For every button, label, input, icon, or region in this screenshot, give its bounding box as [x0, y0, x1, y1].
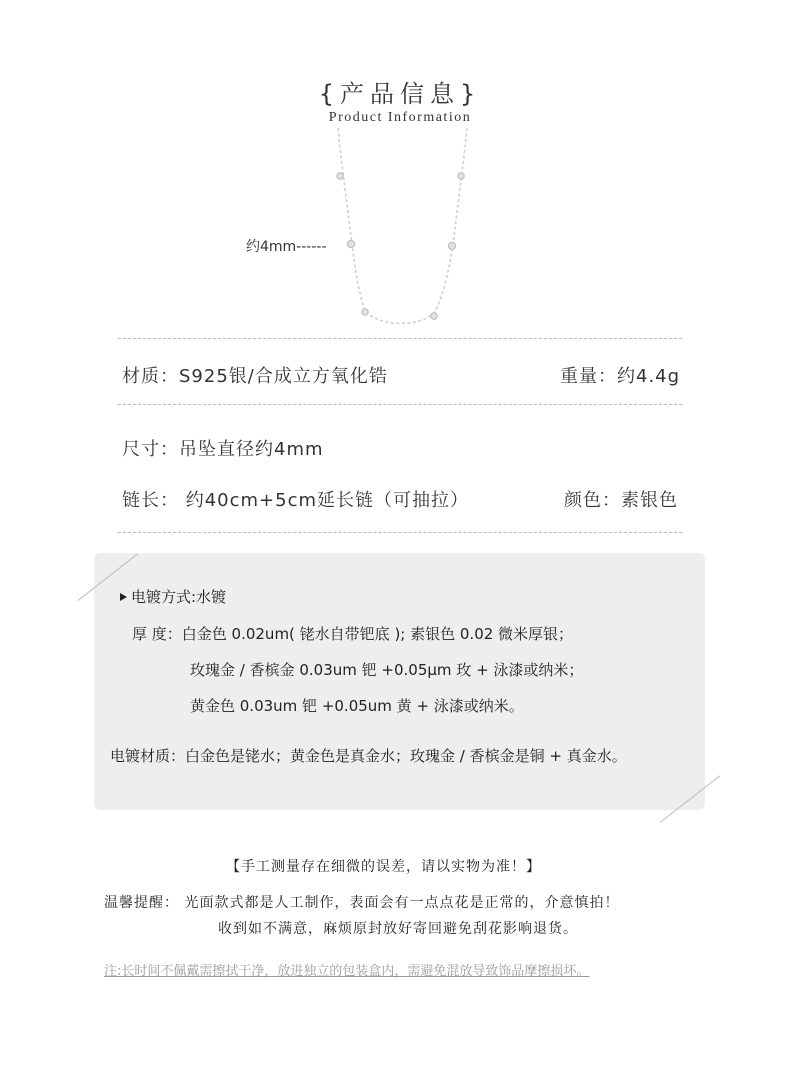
plating-thickness-line1: 厚 度：白金色 0.02um( 铑水自带钯底 ); 素银色 0.02 微米厚银；	[132, 625, 574, 643]
page-subtitle: Product Information	[328, 110, 472, 125]
bead	[431, 313, 437, 319]
chain-left	[338, 128, 366, 312]
plating-method	[120, 586, 226, 607]
plating-method-label: 电镀方式:水镀	[131, 588, 227, 606]
bead	[337, 173, 343, 179]
spec-material: 材质：S925银/合成立方氧化锆	[122, 366, 388, 387]
divider	[118, 338, 682, 339]
spec-size: 尺寸：吊坠直径约4mm	[122, 439, 324, 460]
necklace-image	[0, 0, 800, 340]
chain-bottom	[366, 312, 434, 323]
plating-thickness-line3: 黄金色 0.03um 钯 +0.05um 黄 + 泳漆或纳米。	[190, 697, 524, 715]
page-title: {产品信息}	[318, 80, 482, 108]
spec-weight: 重量：约4.4g	[560, 366, 681, 387]
size-callout: 约4mm------	[246, 239, 327, 255]
care-note: 注:长时间不佩戴需擦拭干净，放进独立的包装盒内，需避免混放导致饰品摩擦损坏。	[104, 964, 590, 979]
plating-material: 电镀材质：白金色是铑水；黄金色是真金水；玫瑰金 / 香槟金是铜 + 真金水。	[110, 747, 627, 765]
spec-chain-length: 链长： 约40cm+5cm延长链（可抽拉）	[122, 490, 470, 511]
reminder-line1: 温馨提醒： 光面款式都是人工制作，表面会有一点点花是正常的，介意慎拍！	[104, 895, 620, 911]
triangle-bullet-icon	[120, 593, 127, 601]
divider	[118, 404, 682, 405]
bead	[362, 309, 368, 315]
spec-color: 颜色：素银色	[564, 490, 678, 511]
bead	[458, 173, 464, 179]
handmade-notice: 【手工测量存在细微的误差，请以实物为准！】	[226, 859, 541, 875]
plating-thickness-line2: 玫瑰金 / 香槟金 0.03um 钯 +0.05μm 玫 + 泳漆或纳米；	[190, 661, 584, 679]
reminder-line2: 收到如不满意，麻烦原封放好寄回避免刮花影响退货。	[218, 921, 578, 937]
bead	[448, 242, 455, 249]
bead	[347, 240, 354, 247]
chain-right	[434, 128, 467, 313]
divider	[118, 532, 682, 533]
